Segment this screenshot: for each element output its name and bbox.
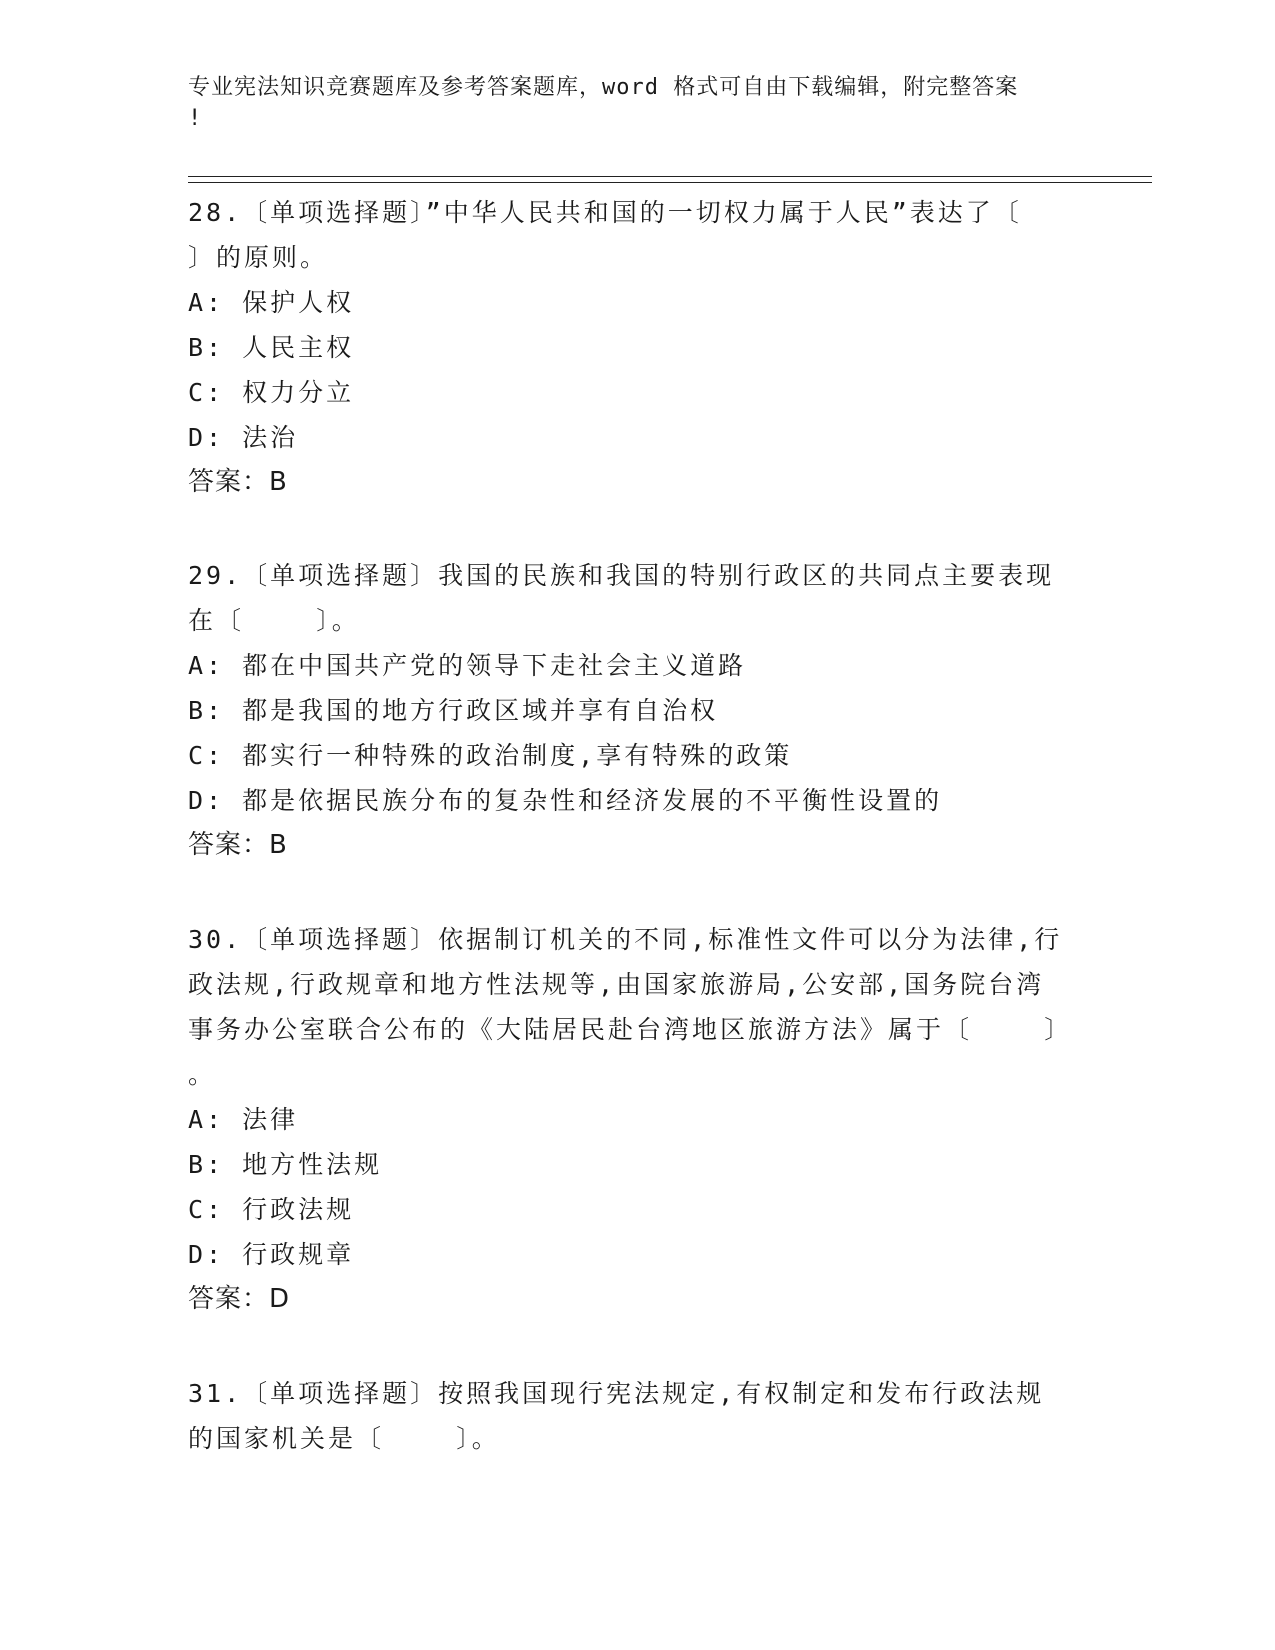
question-29	[188, 553, 1078, 868]
question-stem-line: 30.〔单项选择题〕依据制订机关的不同,标准性文件可以分为法律,行	[188, 925, 1063, 954]
question-28	[188, 190, 1078, 505]
option-d: D: 法治	[188, 423, 299, 452]
option-d: D: 行政规章	[188, 1240, 355, 1269]
answer: 答案：B	[188, 467, 288, 497]
question-stem-line: 31.〔单项选择题〕按照我国现行宪法规定,有权制定和发布行政法规	[188, 1379, 1045, 1408]
answer: 答案：D	[188, 1284, 291, 1314]
option-c: C: 权力分立	[188, 378, 355, 407]
question-31	[188, 1371, 1078, 1461]
option-a: A: 保护人权	[188, 288, 355, 317]
option-b: B: 都是我国的地方行政区域并享有自治权	[188, 696, 719, 725]
header-divider-top	[188, 176, 1152, 177]
option-c: C: 都实行一种特殊的政治制度,享有特殊的政策	[188, 741, 793, 770]
header-line-1: 专业宪法知识竞赛题库及参考答案题库，word 格式可自由下载编辑，附完整答案	[188, 75, 1019, 100]
question-stem-line: 29.〔单项选择题〕我国的民族和我国的特别行政区的共同点主要表现	[188, 561, 1055, 590]
question-stem-line: 〕的原则。	[188, 243, 329, 272]
header-divider-bottom	[188, 182, 1152, 183]
option-a: A: 法律	[188, 1105, 299, 1134]
header-line-2: !	[188, 106, 203, 131]
option-b: B: 人民主权	[188, 333, 355, 362]
question-30	[188, 917, 1078, 1322]
question-stem-line: 的国家机关是〔 〕。	[188, 1424, 500, 1453]
question-stem-line: 28.〔单项选择题〕”中华人民共和国的一切权力属于人民”表达了〔	[188, 198, 1022, 227]
question-stem-line: 政法规,行政规章和地方性法规等,由国家旅游局,公安部,国务院台湾	[188, 970, 1045, 999]
document-header	[188, 72, 1068, 134]
question-stem-line: 在〔 〕。	[188, 606, 360, 635]
option-b: B: 地方性法规	[188, 1150, 383, 1179]
question-stem-line: 。	[188, 1060, 217, 1089]
option-a: A: 都在中国共产党的领导下走社会主义道路	[188, 651, 747, 680]
option-c: C: 行政法规	[188, 1195, 355, 1224]
option-d: D: 都是依据民族分布的复杂性和经济发展的不平衡性设置的	[188, 786, 943, 815]
question-stem-line: 事务办公室联合公布的《大陆居民赴台湾地区旅游方法》属于〔 〕	[188, 1015, 1073, 1044]
answer: 答案：B	[188, 830, 288, 860]
